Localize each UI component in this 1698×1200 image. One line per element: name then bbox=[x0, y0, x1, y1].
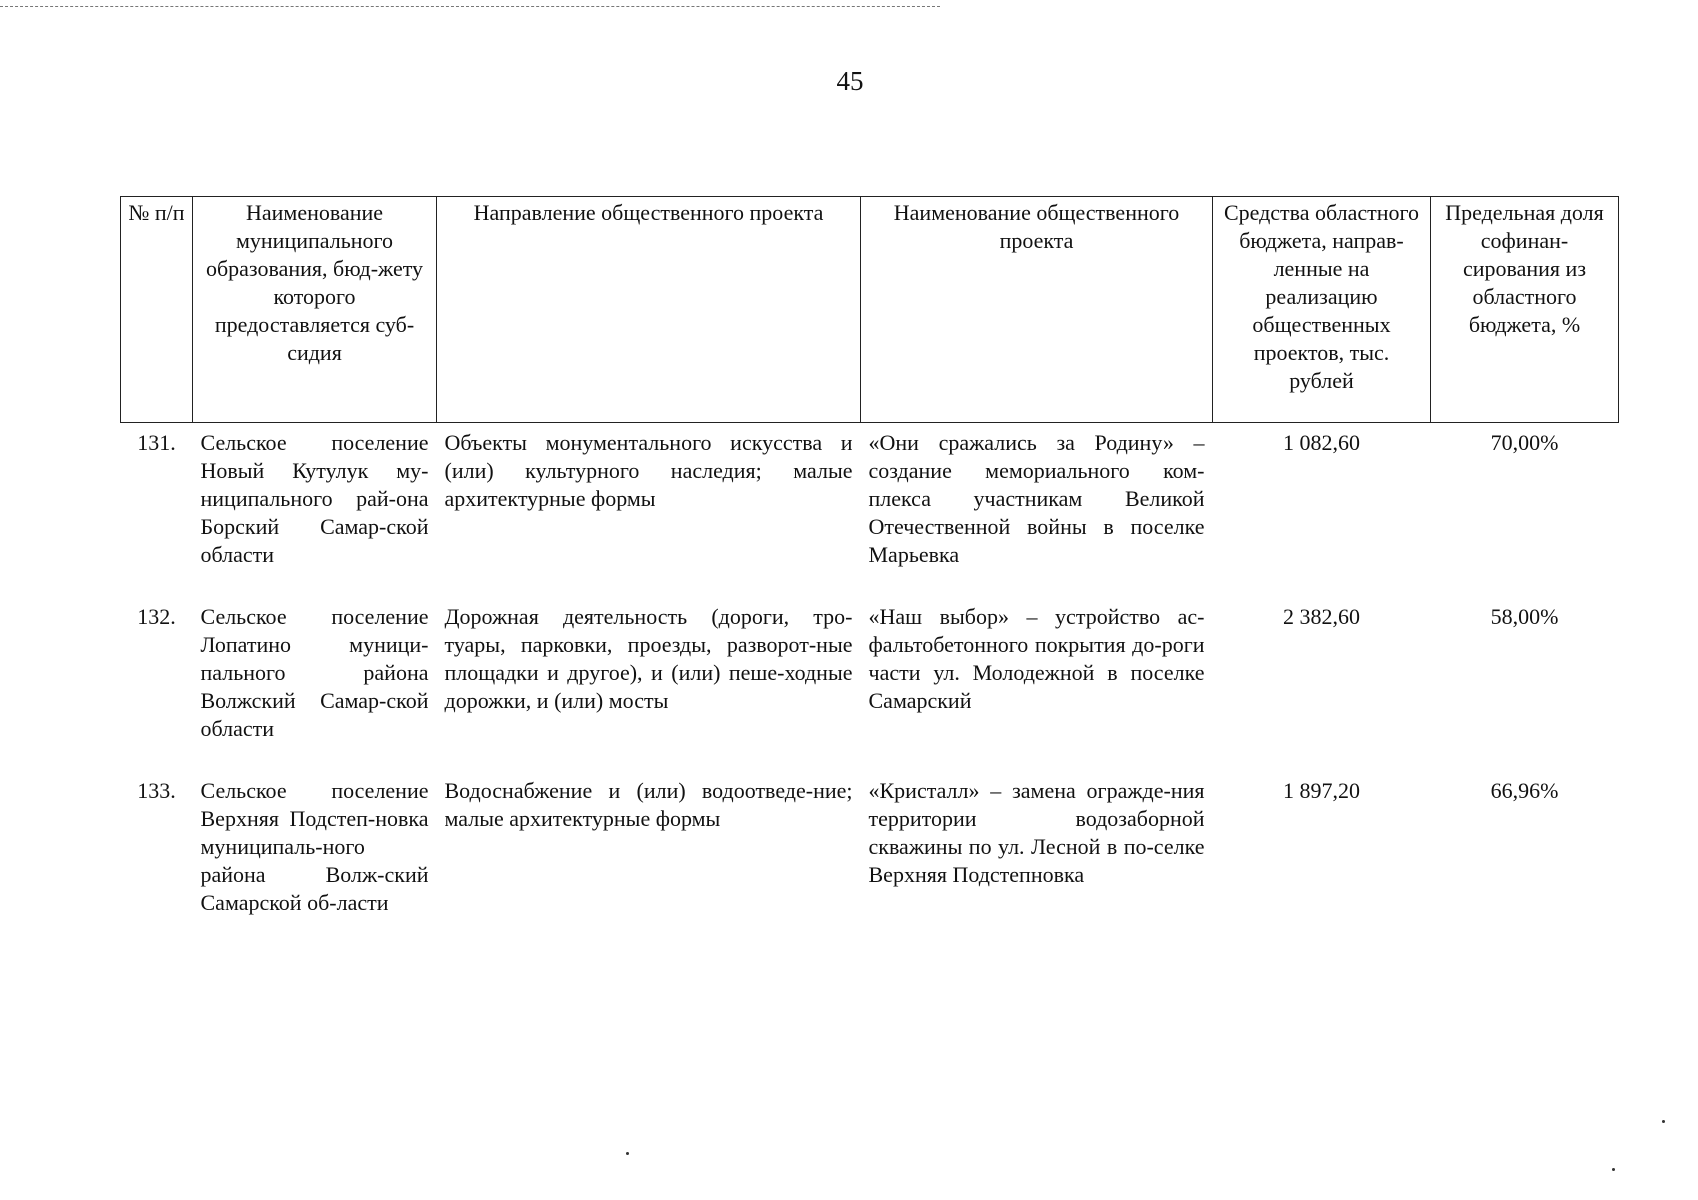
row-share: 66,96% bbox=[1490, 778, 1559, 803]
row-direction: Объекты монументального искусства и (или) культурного наследия; малые архитектурные формы bbox=[444, 430, 853, 511]
row-direction: Дорожная деятельность (дороги, тро-туары, парковки, проезды, разворот-ные площадки и другое), и (или) пеше-ходные дорожки, и (или) мосты bbox=[444, 604, 853, 713]
header-row bbox=[121, 197, 1619, 423]
row-num: 132. bbox=[137, 604, 176, 629]
row-num: 133. bbox=[137, 778, 176, 803]
row-municipality: Сельское поселение Верхняя Подстеп-новка муниципаль-ного района Волж-ский Самарской об-ласти bbox=[200, 778, 429, 915]
header-funds: Средства областного бюджета, направ-ленные на реализацию общественных проектов, тыс. рублей bbox=[1213, 197, 1431, 423]
table-row bbox=[121, 423, 1619, 598]
row-funds: 2 382,60 bbox=[1283, 604, 1360, 629]
header-share: Предельная доля софинан-сирования из областного бюджета, % bbox=[1431, 197, 1619, 423]
top-scan-rule bbox=[0, 6, 940, 7]
table-row bbox=[121, 597, 1619, 771]
subsidy-table bbox=[120, 196, 1619, 945]
header-num: № п/п bbox=[121, 197, 193, 423]
row-municipality: Сельское поселение Новый Кутулук му-ниципального рай-она Борский Самар-ской области bbox=[200, 430, 429, 567]
scan-speck bbox=[1662, 1120, 1665, 1123]
row-project: «Они сражались за Родину» – создание мемориального ком-плекса участникам Великой Отечественной войны в поселке Марьевка bbox=[868, 430, 1205, 567]
table-row bbox=[121, 771, 1619, 945]
row-funds: 1 897,20 bbox=[1283, 778, 1360, 803]
row-municipality: Сельское поселение Лопатино муници-пального района Волжский Самар-ской области bbox=[200, 604, 429, 741]
row-direction: Водоснабжение и (или) водоотведе-ние; малые архитектурные формы bbox=[444, 778, 853, 831]
row-project: «Наш выбор» – устройство ас-фальтобетонного покрытия до-роги части ул. Молодежной в поселке Самарский bbox=[868, 604, 1205, 713]
row-share: 58,00% bbox=[1490, 604, 1559, 629]
header-direction: Направление общественного проекта bbox=[437, 197, 861, 423]
header-municipality: Наименование муниципального образования, бюд-жету которого предоставляется суб-сидия bbox=[193, 197, 437, 423]
row-num: 131. bbox=[137, 430, 176, 455]
row-share: 70,00% bbox=[1490, 430, 1559, 455]
header-project: Наименование общественного проекта bbox=[861, 197, 1213, 423]
scan-speck bbox=[1612, 1168, 1615, 1171]
page-number: 45 bbox=[836, 66, 864, 96]
row-funds: 1 082,60 bbox=[1283, 430, 1360, 455]
scan-speck bbox=[626, 1152, 629, 1155]
row-project: «Кристалл» – замена огражде-ния территории водозаборной скважины по ул. Лесной в по-селке Верхняя Подстепновка bbox=[868, 778, 1205, 887]
